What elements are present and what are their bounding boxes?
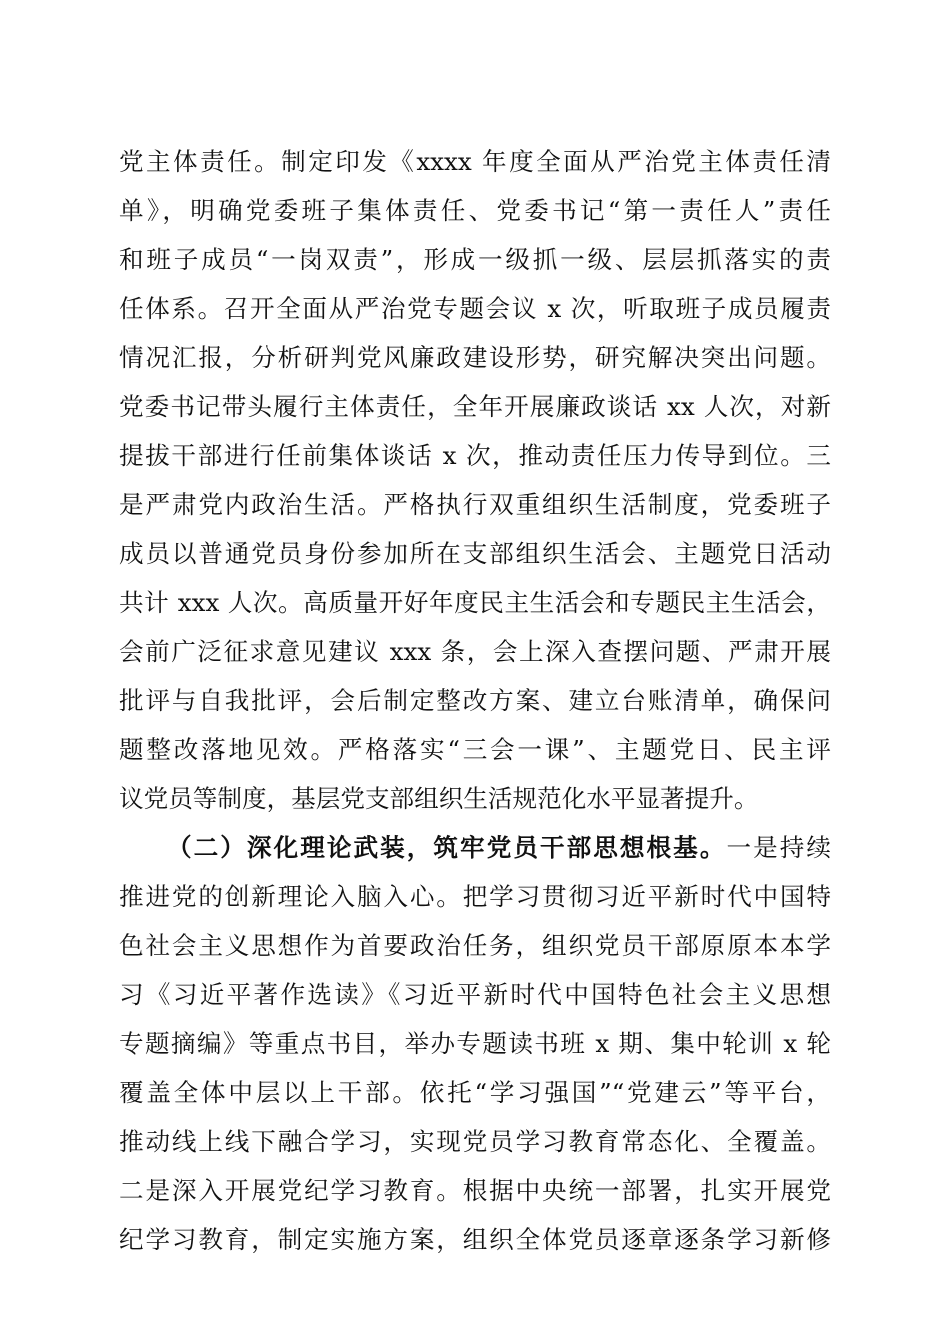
text-line: 二是深入开展党纪学习教育。根据中央统一部署，扎实开展党 xyxy=(119,1176,831,1205)
section-heading: （二）深化理论武装，筑牢党员干部思想根基。 xyxy=(167,833,727,862)
text-line: 提拔干部进行任前集体谈话 x 次，推动责任压力传导到位。三 xyxy=(119,441,831,470)
text-line: 党委书记带头履行主体责任，全年开展廉政谈话 xx 人次，对新 xyxy=(119,392,831,421)
section-heading-line xyxy=(167,828,831,868)
text-line: 覆盖全体中层以上干部。依托“学习强国”“党建云”等平台， xyxy=(119,1078,831,1107)
text-line: 是严肃党内政治生活。严格执行双重组织生活制度，党委班子 xyxy=(119,490,831,519)
text-line: 推动线上线下融合学习，实现党员学习教育常态化、全覆盖。 xyxy=(119,1127,831,1156)
text-line: 成员以普通党员身份参加所在支部组织生活会、主题党日活动 xyxy=(119,539,831,568)
text-line: 色社会主义思想作为首要政治任务，组织党员干部原原本本学 xyxy=(119,931,831,960)
text-line: 议党员等制度，基层党支部组织生活规范化水平显著提升。 xyxy=(119,784,759,813)
text-line: 批评与自我批评，会后制定整改方案、建立台账清单，确保问 xyxy=(119,686,831,715)
text-line: 和班子成员“一岗双责”，形成一级抓一级、层层抓落实的责 xyxy=(119,245,831,274)
text-line: 题整改落地见效。严格落实“三会一课”、主题党日、民主评 xyxy=(119,735,831,764)
text-line: 任体系。召开全面从严治党专题会议 x 次，听取班子成员履责 xyxy=(119,294,831,323)
text-line: 推进党的创新理论入脑入心。把学习贯彻习近平新时代中国特 xyxy=(119,882,831,911)
text-line: 专题摘编》等重点书目，举办专题读书班 x 期、集中轮训 x 轮 xyxy=(119,1029,831,1058)
heading-continuation: 一是持续 xyxy=(726,833,831,862)
text-line: 情况汇报，分析研判党风廉政建设形势，研究解决突出问题。 xyxy=(119,343,831,372)
text-line: 党主体责任。制定印发《xxxx 年度全面从严治党主体责任清 xyxy=(119,147,831,176)
text-line: 会前广泛征求意见建议 xxx 条，会上深入查摆问题、严肃开展 xyxy=(119,637,831,666)
text-line: 习《习近平著作选读》《习近平新时代中国特色社会主义思想 xyxy=(119,980,831,1009)
text-line: 共计 xxx 人次。高质量开好年度民主生活会和专题民主生活会， xyxy=(119,588,831,617)
text-line: 单》，明确党委班子集体责任、党委书记“第一责任人”责任 xyxy=(119,196,831,225)
text-line: 纪学习教育，制定实施方案，组织全体党员逐章逐条学习新修 xyxy=(119,1225,831,1254)
